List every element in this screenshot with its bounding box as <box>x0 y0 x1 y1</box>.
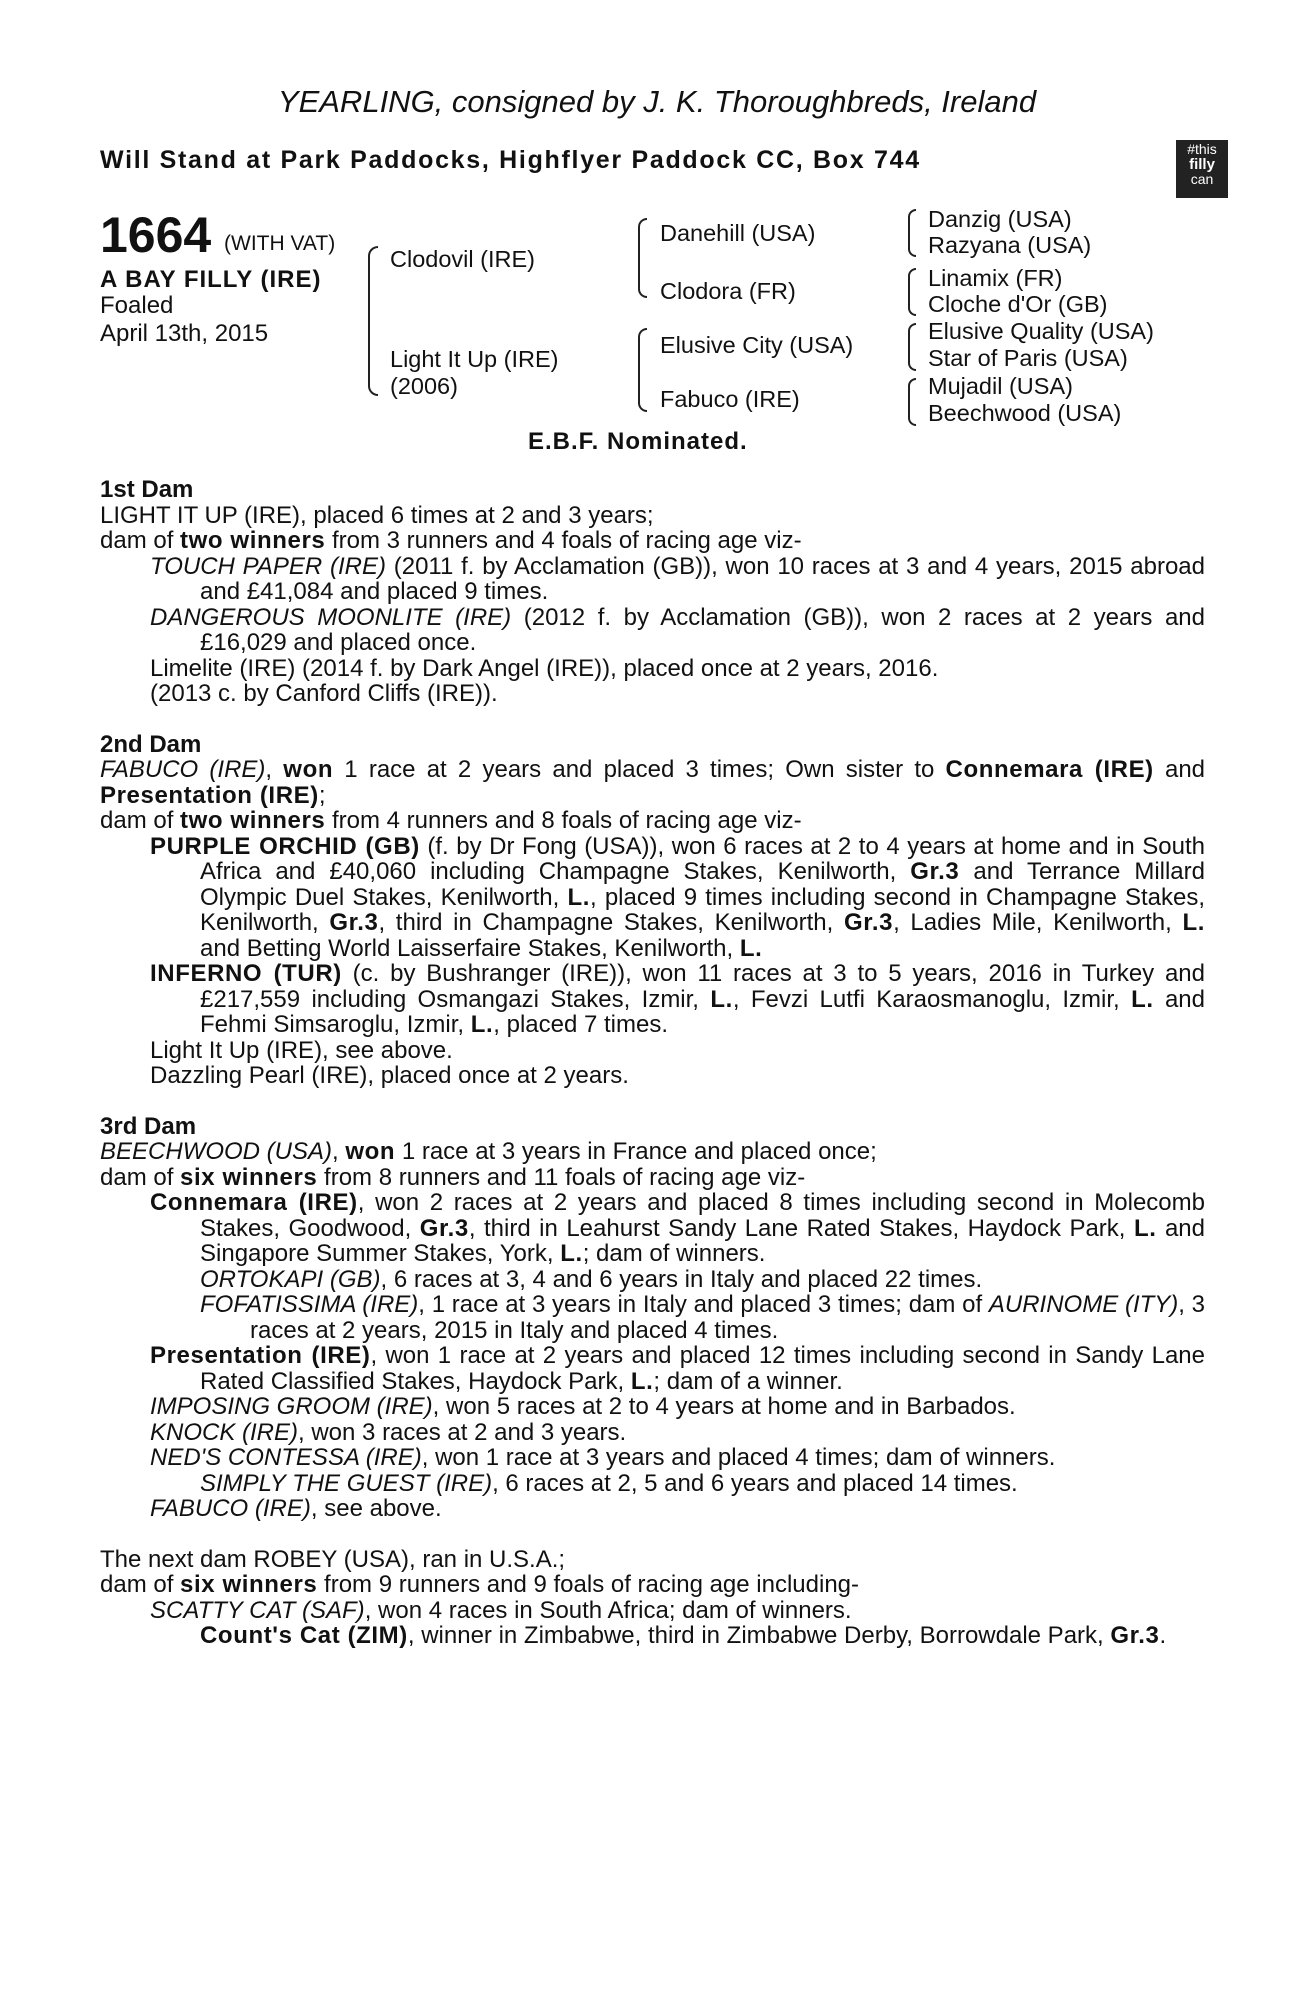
horse-name: DANGEROUS MOONLITE (IRE) <box>150 603 512 631</box>
won-label: won <box>283 756 334 783</box>
grade: L. <box>739 934 763 962</box>
produce-entry <box>100 1496 1205 1522</box>
text: , Fevzi Lutfi Karaosmanoglu, Izmir, <box>732 985 1132 1013</box>
produce-entry <box>100 1471 1205 1497</box>
ped-gen3: Mujadil (USA) <box>928 373 1073 399</box>
horse-name: Presentation (IRE) <box>150 1342 371 1369</box>
grade: Gr.3 <box>329 909 379 936</box>
winners-count: two winners <box>180 807 326 834</box>
grade: Gr.3 <box>843 909 894 936</box>
text: , 6 races at 2, 5 and 6 years and placed 14 times. <box>492 1469 1018 1497</box>
ped-gen3: Danzig (USA) <box>928 206 1072 232</box>
logo-line: can <box>1190 171 1214 187</box>
winners-count: six winners <box>180 1163 318 1191</box>
dam-summary: BEECHWOOD (USA), won 1 race at 3 years in France and placed once; <box>100 1138 877 1165</box>
horse-name: TOUCH PAPER (IRE) <box>150 552 386 580</box>
ped-gen3: Star of Paris (USA) <box>928 345 1128 371</box>
horse-name: FOFATISSIMA (IRE) <box>200 1291 419 1318</box>
produce-summary <box>100 1572 1205 1598</box>
produce-entry <box>100 1420 1205 1446</box>
text: dam of <box>100 527 181 554</box>
dam: Light It Up (IRE) <box>390 346 559 372</box>
text: , third in Leahurst Sandy Lane Rated Stakes, Haydock Park, <box>468 1214 1134 1242</box>
grade: L. <box>560 1240 583 1267</box>
ped-gen3: Beechwood (USA) <box>928 400 1122 426</box>
text: , 1 race at 3 years in Italy and placed 3 times; dam of <box>418 1291 989 1318</box>
text: , won 3 races at 2 and 3 years. <box>298 1418 627 1446</box>
next-dam-summary: The next dam ROBEY (USA), ran in U.S.A.; <box>100 1545 566 1573</box>
grade: L. <box>567 883 590 911</box>
text: (f. by Dr Fong (USA)), won 6 races at 2 to 4 years at home and in South Africa and £40,060 including Champagne Stakes, Kenilworth, <box>200 832 1206 885</box>
produce-entry: Limelite (IRE) (2014 f. by Dark Angel (IRE)), placed once at 2 years, 2016. <box>150 654 939 682</box>
produce-entry <box>100 1623 1205 1649</box>
text: , Ladies Mile, Kenilworth, <box>893 909 1183 936</box>
ped-gen3: Elusive Quality (USA) <box>928 318 1154 344</box>
dam-dam: Fabuco (IRE) <box>660 386 800 412</box>
text: , winner in Zimbabwe, third in Zimbabwe Derby, Borrowdale Park, <box>407 1622 1111 1649</box>
sire-sire: Danehill (USA) <box>660 220 816 246</box>
pedigree-brace <box>638 328 647 412</box>
dam-year: (2006) <box>390 373 458 399</box>
produce-summary <box>100 528 1205 554</box>
text: from 9 runners and 9 foals of racing age including- <box>317 1571 860 1598</box>
logo-line: #this <box>1187 141 1217 157</box>
pedigree-brace <box>908 378 916 426</box>
text: ; <box>318 781 326 809</box>
pedigree-brace <box>908 268 916 316</box>
horse-name: INFERNO (TUR) <box>150 960 342 987</box>
section-heading: 3rd Dam <box>100 1112 197 1140</box>
text: dam of <box>100 1163 181 1191</box>
catalogue-body <box>100 477 1205 1649</box>
produce-entry <box>100 1267 1205 1293</box>
text: , won 1 race at 2 years and placed 12 times including second in Sandy Lane Rated Classified Stakes, Haydock Park, <box>200 1342 1205 1395</box>
produce-entry: (2013 c. by Canford Cliffs (IRE)). <box>150 680 498 707</box>
text: from 8 runners and 11 foals of racing age viz- <box>317 1163 806 1191</box>
produce-entry <box>100 554 1205 605</box>
pedigree-brace <box>638 218 647 298</box>
text: , won 2 races at 2 years and placed 8 times including second in Molecomb Stakes, Goodwood, <box>200 1189 1205 1242</box>
text: (2012 f. by Acclamation (GB)), won 2 races at 2 years and £16,029 and placed once. <box>200 603 1205 656</box>
foaled-date: April 13th, 2015 <box>100 320 269 347</box>
text: , 6 races at 3, 4 and 6 years in Italy and placed 22 times. <box>380 1265 983 1293</box>
text: (2011 f. by Acclamation (GB)), won 10 races at 3 and 4 years, 2015 abroad and £41,084 and placed 9 times. <box>200 552 1205 605</box>
produce-entry <box>100 1598 1205 1624</box>
text: and Fehmi Simsaroglu, Izmir, <box>200 985 1205 1038</box>
sire: Clodovil (IRE) <box>390 246 535 272</box>
text: from 4 runners and 8 foals of racing age viz- <box>325 807 802 834</box>
horse-name: AURINOME (ITY) <box>988 1291 1179 1318</box>
horse-name: Presentation (IRE) <box>100 781 319 809</box>
text: and Terrance Millard Olympic Duel Stakes, Kenilworth, <box>200 858 1205 911</box>
horse-description: A BAY FILLY (IRE) <box>100 266 322 293</box>
text: and Singapore Summer Stakes, York, <box>200 1214 1206 1267</box>
horse-name: Connemara (IRE) <box>945 756 1154 783</box>
stand-location: Will Stand at Park Paddocks, Highflyer Paddock CC, Box 744 <box>100 146 921 174</box>
text: , won 1 race at 3 years and placed 4 times; dam of winners. <box>421 1444 1056 1471</box>
produce-entry <box>100 1445 1205 1471</box>
text: , third in Champagne Stakes, Kenilworth, <box>378 909 844 936</box>
section-heading: 1st Dam <box>100 476 194 503</box>
produce-entry <box>100 961 1205 1038</box>
horse-name: PURPLE ORCHID (GB) <box>150 832 420 860</box>
text: 1 race at 2 years and placed 3 times; Own sister to <box>333 756 946 783</box>
logo-line: filly <box>1189 156 1215 173</box>
section-heading: 2nd Dam <box>100 730 202 758</box>
text: from 3 runners and 4 foals of racing age viz- <box>325 527 802 554</box>
text: , see above. <box>310 1495 442 1522</box>
produce-entry <box>100 1292 1205 1343</box>
grade: Gr.3 <box>910 858 960 885</box>
grade: L. <box>1131 985 1154 1013</box>
page-title: YEARLING, consigned by J. K. Thoroughbreds, Ireland <box>277 84 1037 119</box>
produce-entry <box>100 605 1205 656</box>
grade: L. <box>710 985 733 1013</box>
text: , won 5 races at 2 to 4 years at home and in Barbados. <box>432 1393 1016 1420</box>
text: ; dam of winners. <box>582 1240 766 1267</box>
horse-name: BEECHWOOD (USA) <box>100 1138 333 1165</box>
won-label: won <box>345 1138 396 1165</box>
text: ; dam of a winner. <box>653 1367 843 1395</box>
text: , placed 9 times including second in Champagne Stakes, Kenilworth, <box>200 883 1206 936</box>
text: (c. by Bushranger (IRE)), won 11 races at 3 to 5 years, 2016 in Turkey and £217,559 including Osmangazi Stakes, Izmir, <box>200 960 1205 1013</box>
produce-entry: Light It Up (IRE), see above. <box>150 1036 453 1064</box>
this-filly-can-logo <box>1176 140 1228 198</box>
produce-summary <box>100 1165 1205 1191</box>
foaled-info <box>100 292 268 348</box>
horse-name: ORTOKAPI (GB) <box>200 1265 381 1293</box>
lot-number: 1664 <box>100 207 212 263</box>
horse-name: FABUCO (IRE) <box>100 756 266 783</box>
foaled-label: Foaled <box>100 292 174 319</box>
text: . <box>1159 1622 1167 1649</box>
vat-note: (WITH VAT) <box>224 232 336 255</box>
dam-sire: Elusive City (USA) <box>660 332 854 358</box>
grade: L. <box>1133 1214 1157 1242</box>
pedigree-brace <box>368 246 378 396</box>
horse-name: Connemara (IRE) <box>150 1189 358 1216</box>
produce-entry <box>100 1343 1205 1394</box>
ped-gen3: Razyana (USA) <box>928 232 1092 258</box>
dam-summary: LIGHT IT UP (IRE), placed 6 times at 2 and 3 years; <box>100 501 654 529</box>
ped-gen3: Linamix (FR) <box>928 265 1063 291</box>
horse-name: NED'S CONTESSA (IRE) <box>150 1444 422 1471</box>
ebf-nominated: E.B.F. Nominated. <box>528 428 748 455</box>
text: , won 4 races in South Africa; dam of winners. <box>364 1596 852 1624</box>
produce-entry <box>100 1394 1205 1420</box>
winners-count: six winners <box>180 1571 318 1598</box>
horse-name: SIMPLY THE GUEST (IRE) <box>200 1469 493 1497</box>
produce-summary <box>100 808 1205 834</box>
grade: Gr.3 <box>419 1214 469 1242</box>
text: 1 race at 3 years in France and placed once; <box>395 1138 877 1165</box>
text: , placed 7 times. <box>493 1011 669 1038</box>
ped-gen3: Cloche d'Or (GB) <box>928 291 1108 317</box>
pedigree-brace <box>908 209 916 257</box>
winners-count: two winners <box>180 527 326 554</box>
text: and <box>1153 756 1206 783</box>
produce-entry <box>100 834 1205 962</box>
sire-dam: Clodora (FR) <box>660 278 796 304</box>
produce-entry: Dazzling Pearl (IRE), placed once at 2 years. <box>150 1062 629 1089</box>
grade: Gr.3 <box>1110 1622 1160 1649</box>
text: and Betting World Laisserfaire Stakes, Kenilworth, <box>200 934 740 962</box>
text: dam of <box>100 1571 181 1598</box>
dam-summary: FABUCO (IRE), won 1 race at 2 years and placed 3 times; Own sister to Connemara (IRE) and Presentation (IRE); <box>100 756 1206 809</box>
grade: L. <box>470 1011 494 1038</box>
horse-name: SCATTY CAT (SAF) <box>150 1596 365 1624</box>
produce-entry <box>100 1190 1205 1267</box>
grade: L. <box>630 1367 654 1395</box>
horse-name: Count's Cat (ZIM) <box>200 1622 408 1649</box>
horse-name: IMPOSING GROOM (IRE) <box>150 1393 433 1420</box>
text: , 3 races at 2 years, 2015 in Italy and placed 4 times. <box>250 1291 1206 1344</box>
grade: L. <box>1182 909 1205 936</box>
text: dam of <box>100 807 181 834</box>
horse-name: KNOCK (IRE) <box>150 1418 299 1446</box>
pedigree-brace <box>908 323 916 371</box>
horse-name: FABUCO (IRE) <box>150 1495 311 1522</box>
